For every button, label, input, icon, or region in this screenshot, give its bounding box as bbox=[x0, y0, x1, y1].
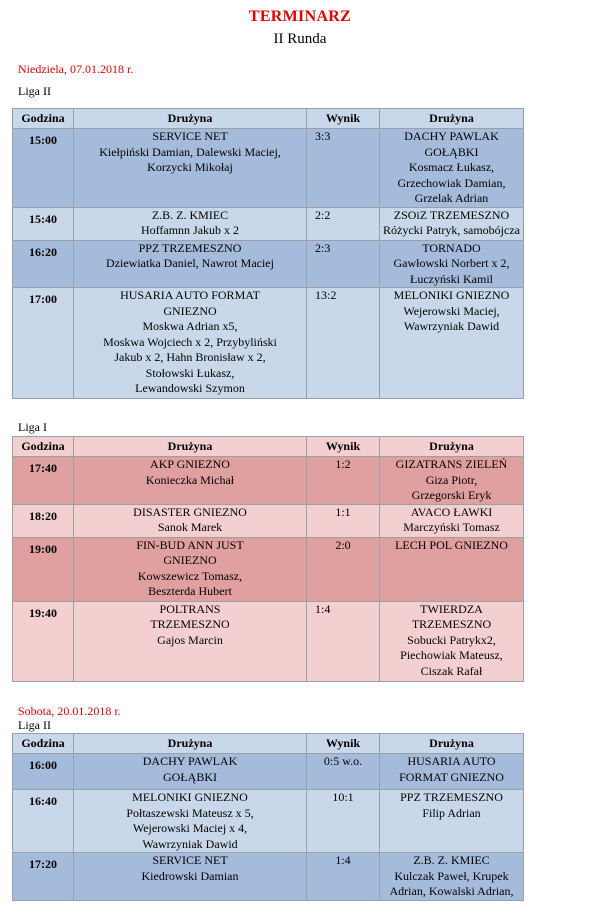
match-result: 2:2 bbox=[307, 207, 380, 240]
match-hour: 19:40 bbox=[13, 601, 74, 681]
table-row bbox=[13, 754, 524, 790]
column-header-hour: Godzina bbox=[13, 109, 74, 129]
page-title: TERMINARZ bbox=[248, 8, 352, 25]
away-team: LECH POL GNIEZNO bbox=[380, 537, 524, 601]
table-header-row bbox=[13, 109, 524, 129]
away-team: MELONIKI GNIEZNO Wejerowski Maciej, Wawrzyniak Dawid bbox=[380, 288, 524, 399]
table-row bbox=[13, 790, 524, 853]
table-row bbox=[13, 457, 524, 505]
league-heading: Liga II bbox=[18, 718, 51, 732]
table-row bbox=[13, 601, 524, 681]
column-header-team2: Drużyna bbox=[380, 109, 524, 129]
table-row bbox=[13, 207, 524, 240]
match-result: 3:3 bbox=[307, 129, 380, 208]
home-team: AKP GNIEZNO Konieczka Michał bbox=[74, 457, 307, 505]
table-row bbox=[13, 240, 524, 288]
home-team: FIN-BUD ANN JUST GNIEZNO Kowszewicz Tomasz, Beszterda Hubert bbox=[74, 537, 307, 601]
home-team: Z.B. Z. KMIEC Hoffamnn Jakub x 2 bbox=[74, 207, 307, 240]
table-row bbox=[13, 288, 524, 399]
table-header-row bbox=[13, 734, 524, 754]
page-subtitle: II Runda bbox=[273, 31, 327, 47]
match-result: 0:5 w.o. bbox=[307, 754, 380, 790]
match-result: 1:4 bbox=[307, 853, 380, 901]
table-row bbox=[13, 853, 524, 901]
league-heading: Liga II bbox=[18, 84, 51, 98]
column-header-hour: Godzina bbox=[13, 734, 74, 754]
match-result: 13:2 bbox=[307, 288, 380, 399]
column-header-team2: Drużyna bbox=[380, 437, 524, 457]
away-team: Z.B. Z. KMIEC Kulczak Paweł, Krupek Adrian, Kowalski Adrian, bbox=[380, 853, 524, 901]
league-heading: Liga I bbox=[18, 420, 47, 434]
fixtures-table bbox=[12, 436, 524, 682]
fixtures-table bbox=[12, 108, 524, 399]
away-team: PPZ TRZEMESZNO Filip Adrian bbox=[380, 790, 524, 853]
match-result: 2:3 bbox=[307, 240, 380, 288]
match-hour: 16:40 bbox=[13, 790, 74, 853]
match-hour: 15:40 bbox=[13, 207, 74, 240]
column-header-team2: Drużyna bbox=[380, 734, 524, 754]
match-result: 1:1 bbox=[307, 504, 380, 537]
home-team: HUSARIA AUTO FORMAT GNIEZNO Moskwa Adrian x5, Moskwa Wojciech x 2, Przybyliński Jakub x 2, Hahn Bronisław x 2, Stołowski Łukasz, Lewandowski Szymon bbox=[74, 288, 307, 399]
match-result: 10:1 bbox=[307, 790, 380, 853]
table-header-row bbox=[13, 437, 524, 457]
home-team: SERVICE NET Kiedrowski Damian bbox=[74, 853, 307, 901]
away-team: TWIERDZA TRZEMESZNO Sobucki Patrykx2, Piechowiak Mateusz, Ciszak Rafał bbox=[380, 601, 524, 681]
away-team: AVACO ŁAWKI Marczyński Tomasz bbox=[380, 504, 524, 537]
home-team: DACHY PAWLAK GOŁĄBKI bbox=[74, 754, 307, 790]
away-team: DACHY PAWLAK GOŁĄBKI Kosmacz Łukasz, Grzechowiak Damian, Grzelak Adrian bbox=[380, 129, 524, 208]
column-header-result: Wynik bbox=[307, 109, 380, 129]
home-team: POLTRANS TRZEMESZNO Gajos Marcin bbox=[74, 601, 307, 681]
away-team: ZSOiZ TRZEMESZNO Różycki Patryk, samobójcza bbox=[380, 207, 524, 240]
match-hour: 16:20 bbox=[13, 240, 74, 288]
column-header-hour: Godzina bbox=[13, 437, 74, 457]
away-team: HUSARIA AUTO FORMAT GNIEZNO bbox=[380, 754, 524, 790]
home-team: SERVICE NET Kiełpiński Damian, Dalewski Maciej, Korzycki Mikołaj bbox=[74, 129, 307, 208]
away-team: TORNADO Gawłowski Norbert x 2, Łuczyński Kamil bbox=[380, 240, 524, 288]
column-header-team: Drużyna bbox=[74, 734, 307, 754]
table-row bbox=[13, 504, 524, 537]
match-hour: 19:00 bbox=[13, 537, 74, 601]
match-hour: 18:20 bbox=[13, 504, 74, 537]
match-hour: 15:00 bbox=[13, 129, 74, 208]
home-team: DISASTER GNIEZNO Sanok Marek bbox=[74, 504, 307, 537]
date-heading: Niedziela, 07.01.2018 r. bbox=[18, 62, 134, 76]
match-hour: 17:20 bbox=[13, 853, 74, 901]
column-header-team: Drużyna bbox=[74, 109, 307, 129]
match-result: 1:2 bbox=[307, 457, 380, 505]
away-team: GIZATRANS ZIELEŃ Giza Piotr, Grzegorski Eryk bbox=[380, 457, 524, 505]
fixtures-table bbox=[12, 733, 524, 901]
table-row bbox=[13, 129, 524, 208]
match-result: 2:0 bbox=[307, 537, 380, 601]
date-heading: Sobota, 20.01.2018 r. bbox=[18, 704, 121, 718]
home-team: PPZ TRZEMESZNO Dziewiatka Daniel, Nawrot Maciej bbox=[74, 240, 307, 288]
match-hour: 17:00 bbox=[13, 288, 74, 399]
column-header-result: Wynik bbox=[307, 734, 380, 754]
table-row bbox=[13, 537, 524, 601]
match-hour: 17:40 bbox=[13, 457, 74, 505]
column-header-result: Wynik bbox=[307, 437, 380, 457]
column-header-team: Drużyna bbox=[74, 437, 307, 457]
match-hour: 16:00 bbox=[13, 754, 74, 790]
match-result: 1:4 bbox=[307, 601, 380, 681]
home-team: MELONIKI GNIEZNO Połtaszewski Mateusz x 5, Wejerowski Maciej x 4, Wawrzyniak Dawid bbox=[74, 790, 307, 853]
